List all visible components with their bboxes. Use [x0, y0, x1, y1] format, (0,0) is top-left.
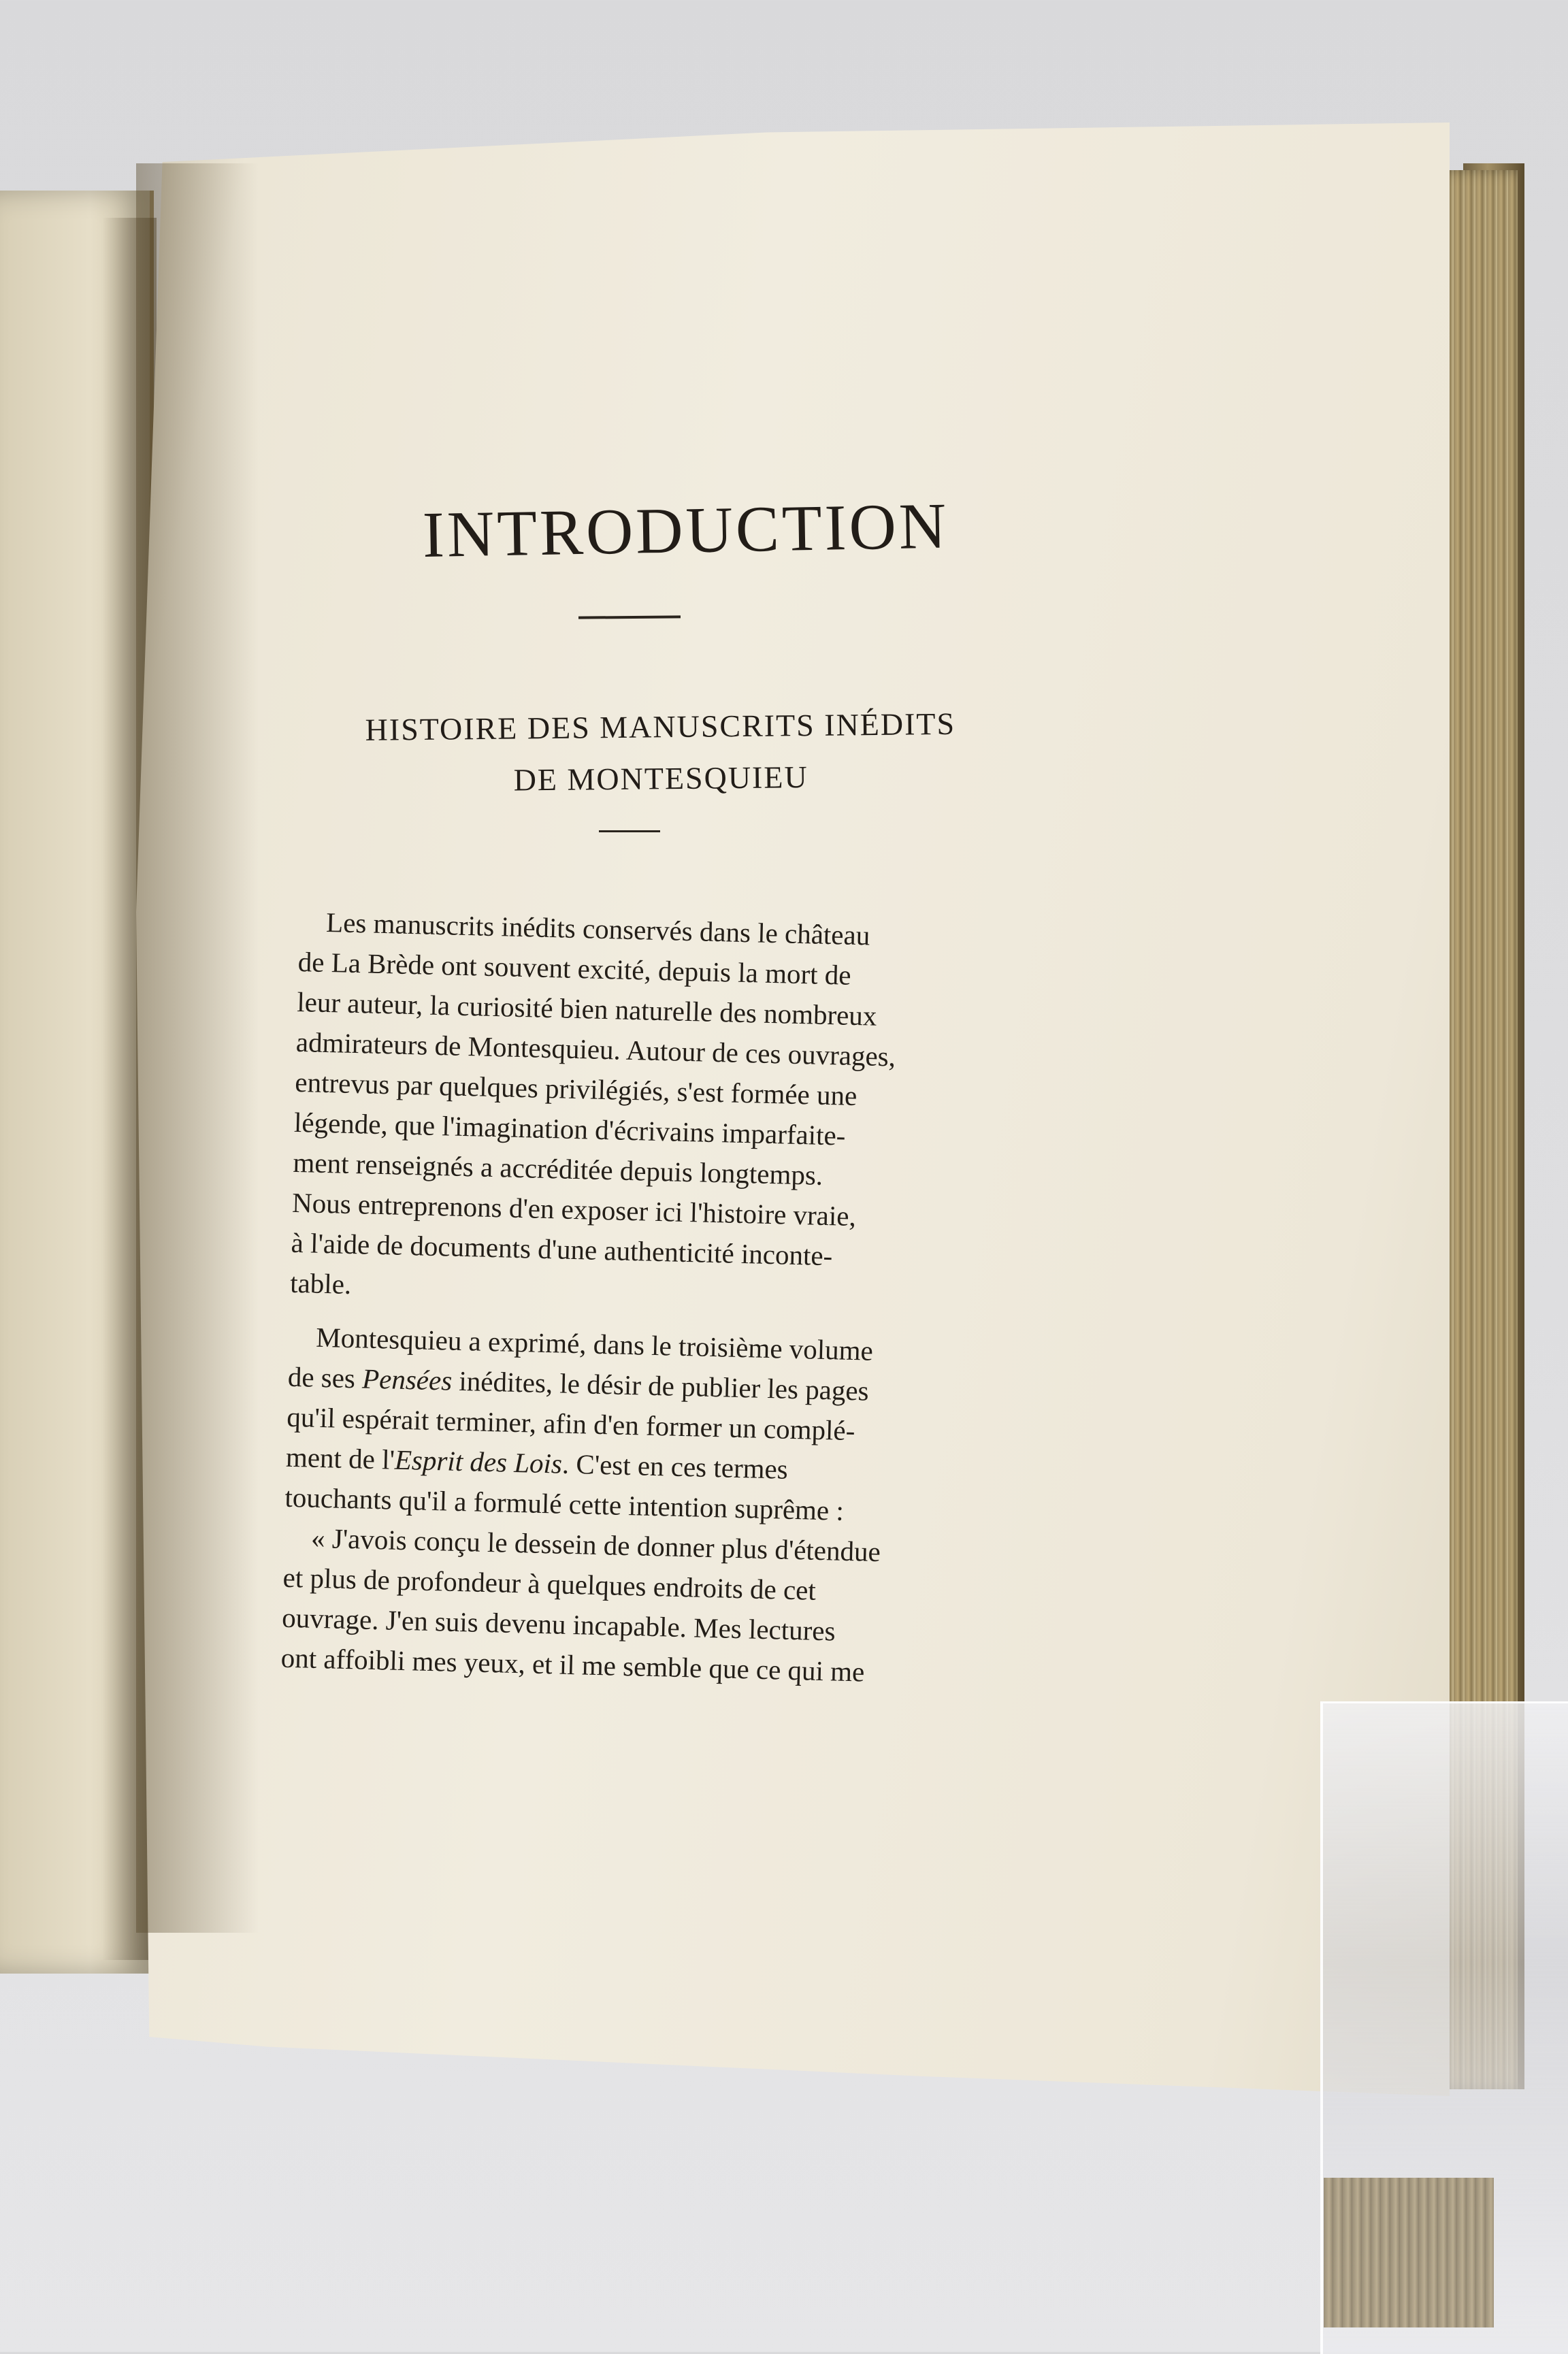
subtitle-rule [599, 830, 660, 832]
italic-title: Esprit des Lois [394, 1443, 563, 1480]
text-line: « J'avois conçu le dessein de donner plus d'étendue [310, 1522, 881, 1568]
text-line: entrevus par quelques privilégiés, s'est formée une [294, 1066, 858, 1112]
text-run: ment de l' [285, 1441, 395, 1475]
paragraph [284, 1317, 970, 1534]
subtitle-line: DE MONTESQUIEU [513, 759, 808, 798]
text-line: à l'aide de documents d'une authenticité inconte- [291, 1226, 833, 1272]
text-line: touchants qu'il a formulé cette intention suprême : [284, 1481, 845, 1526]
text-line: et plus de profondeur à quelques endroits de cet [282, 1561, 817, 1606]
text-run: inédites, le désir de publier les pages [451, 1364, 870, 1407]
text-line: qu'il espérait terminer, afin d'en former un complé- [286, 1401, 855, 1447]
text-line: ouvrage. J'en suis devenu incapable. Mes lectures [281, 1601, 836, 1647]
subtitle-line: HISTOIRE DES MANUSCRITS INÉDITS [365, 706, 956, 747]
section-subtitle [354, 698, 968, 808]
text-line: Nous entreprenons d'en exposer ici l'histoire vraie, [291, 1186, 857, 1232]
acrylic-reflection [1324, 2178, 1494, 2327]
page-title: INTRODUCTION [422, 489, 950, 571]
text-line: Les manuscrits inédits conservés dans le château [325, 906, 870, 951]
text-line: de La Brède ont souvent excité, depuis la mort de [297, 945, 852, 991]
text-line: ont affoibli mes yeux, et il me semble que ce qui me [280, 1641, 865, 1688]
text-line: leur auteur, la curiosité bien naturelle des nombreux [296, 985, 877, 1032]
text-line: ment renseignés a accréditée depuis longtemps. [293, 1146, 823, 1191]
italic-title: Pensées [361, 1362, 453, 1396]
paragraph [280, 1518, 964, 1695]
text-line: admirateurs de Montesquieu. Autour de ces ouvrages, [295, 1026, 896, 1073]
body-text [280, 902, 980, 1695]
gutter-shadow [136, 163, 259, 1933]
paragraph [290, 902, 980, 1320]
text-line: Montesquieu a exprimé, dans le troisième volume [315, 1321, 874, 1367]
text-run: de ses [287, 1360, 363, 1394]
text-line: table. [289, 1266, 352, 1301]
text-run: . C'est en ces termes [561, 1448, 789, 1485]
text-line: légende, que l'imagination d'écrivains imparfaite- [293, 1106, 846, 1151]
